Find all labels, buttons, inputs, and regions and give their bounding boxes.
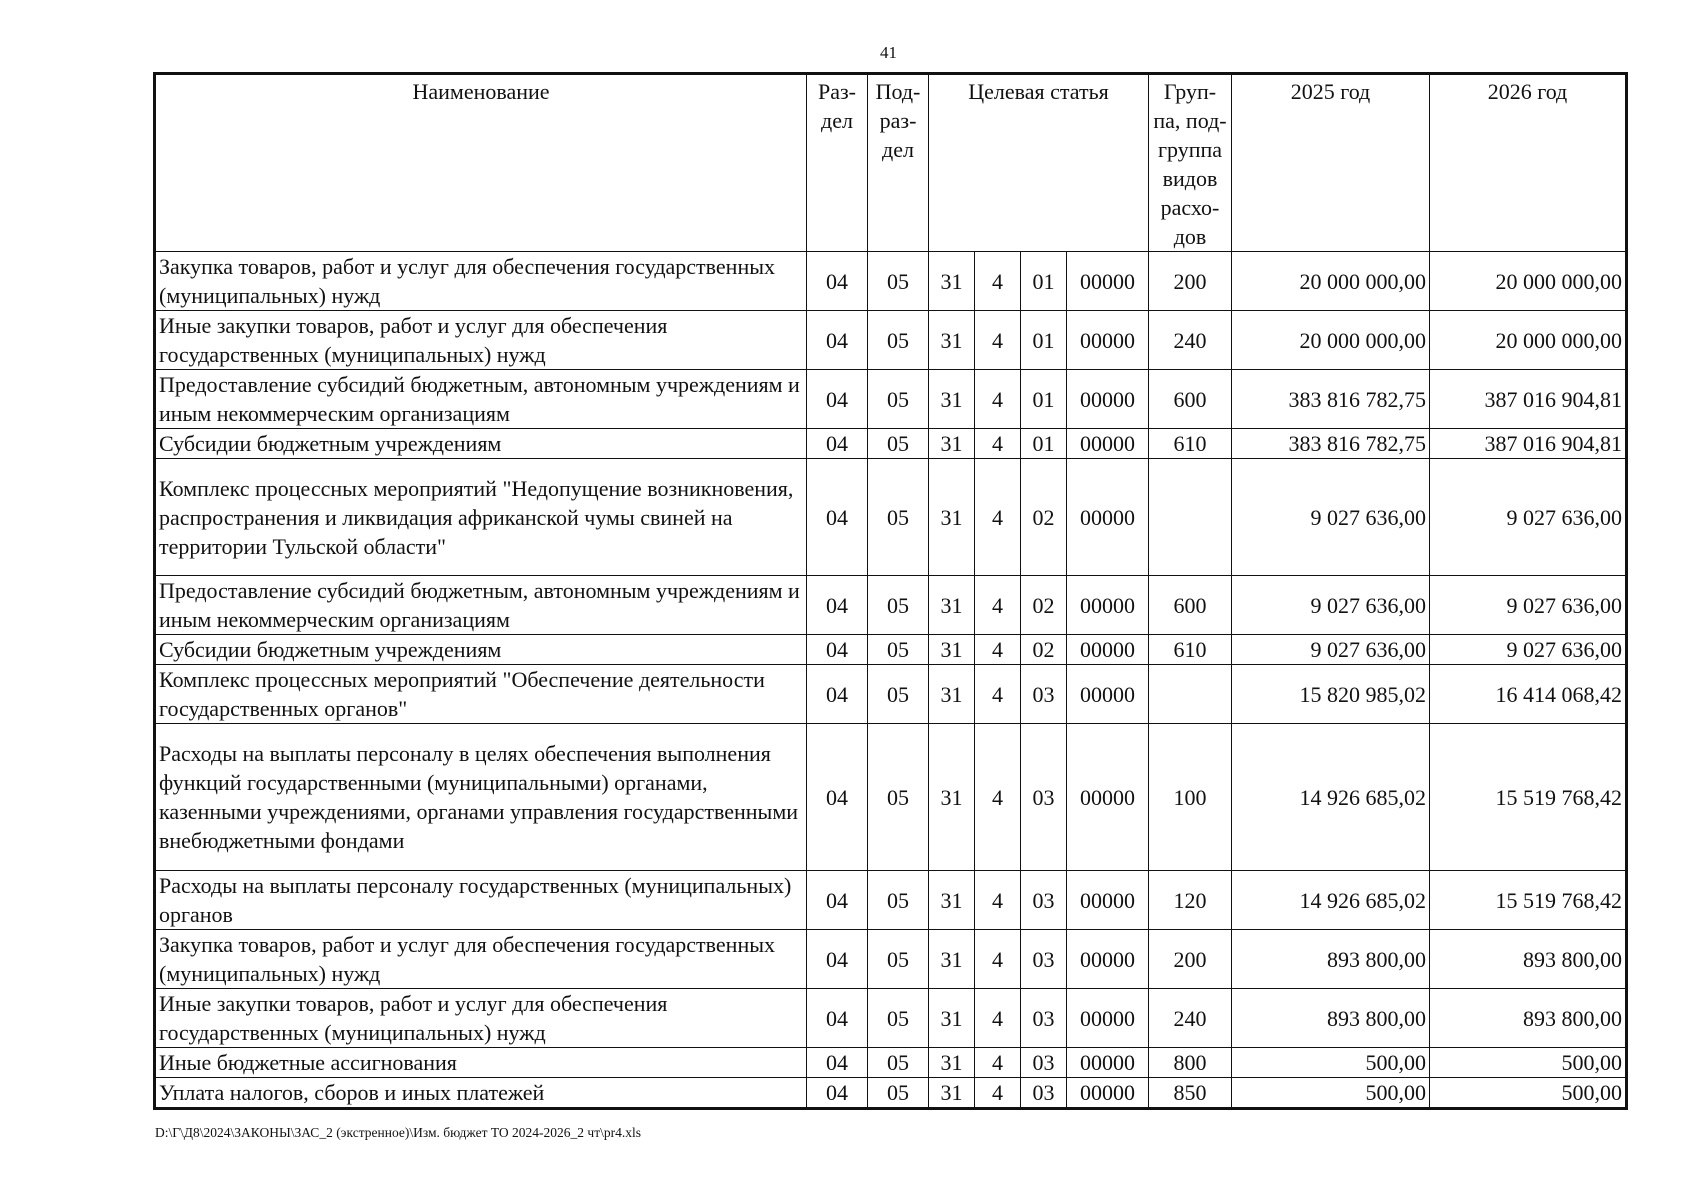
budget-table — [153, 72, 1628, 1110]
row-name: Субсидии бюджетным учреждениям — [155, 635, 807, 665]
row-subsection: 05 — [868, 724, 929, 871]
row-target-type: 4 — [975, 871, 1021, 930]
row-target-program: 31 — [929, 665, 975, 724]
row-subsection: 05 — [868, 930, 929, 989]
table-row — [155, 370, 1627, 429]
row-target-direction: 00000 — [1067, 635, 1149, 665]
row-subsection: 05 — [868, 252, 929, 311]
row-target-type: 4 — [975, 989, 1021, 1048]
row-subsection: 05 — [868, 429, 929, 459]
row-expense-group: 120 — [1149, 871, 1232, 930]
row-target-direction: 00000 — [1067, 724, 1149, 871]
row-section: 04 — [807, 930, 868, 989]
row-section: 04 — [807, 429, 868, 459]
row-expense-group: 600 — [1149, 576, 1232, 635]
row-target-program: 31 — [929, 1078, 975, 1109]
row-amount-2025: 9 027 636,00 — [1232, 576, 1430, 635]
row-target-complex: 03 — [1021, 1078, 1067, 1109]
row-section: 04 — [807, 370, 868, 429]
row-expense-group: 600 — [1149, 370, 1232, 429]
row-target-direction: 00000 — [1067, 871, 1149, 930]
row-subsection: 05 — [868, 989, 929, 1048]
row-target-type: 4 — [975, 930, 1021, 989]
row-subsection: 05 — [868, 459, 929, 576]
row-section: 04 — [807, 989, 868, 1048]
row-target-direction: 00000 — [1067, 1078, 1149, 1109]
table-row — [155, 1078, 1627, 1109]
row-target-complex: 01 — [1021, 252, 1067, 311]
row-target-program: 31 — [929, 311, 975, 370]
row-name: Предоставление субсидий бюджетным, автономным учреждениям и иным некоммерческим организациям — [155, 370, 807, 429]
table-row — [155, 635, 1627, 665]
row-target-direction: 00000 — [1067, 370, 1149, 429]
table-body — [155, 252, 1627, 1109]
row-amount-2026: 9 027 636,00 — [1430, 459, 1627, 576]
row-amount-2026: 893 800,00 — [1430, 930, 1627, 989]
row-target-program: 31 — [929, 930, 975, 989]
row-amount-2025: 383 816 782,75 — [1232, 370, 1430, 429]
row-amount-2026: 893 800,00 — [1430, 989, 1627, 1048]
row-target-program: 31 — [929, 989, 975, 1048]
row-expense-group: 240 — [1149, 311, 1232, 370]
row-amount-2025: 14 926 685,02 — [1232, 724, 1430, 871]
row-section: 04 — [807, 871, 868, 930]
table-row — [155, 576, 1627, 635]
row-section: 04 — [807, 576, 868, 635]
row-amount-2025: 383 816 782,75 — [1232, 429, 1430, 459]
row-name: Расходы на выплаты персоналу в целях обеспечения выполнения функций государственными (муниципальными) органами, казенными учреждениями, органами управления государственными внебюджетными фондами — [155, 724, 807, 871]
row-amount-2026: 387 016 904,81 — [1430, 429, 1627, 459]
table-row — [155, 1048, 1627, 1078]
row-target-type: 4 — [975, 311, 1021, 370]
row-amount-2026: 9 027 636,00 — [1430, 576, 1627, 635]
row-target-type: 4 — [975, 459, 1021, 576]
row-target-type: 4 — [975, 576, 1021, 635]
row-target-program: 31 — [929, 724, 975, 871]
table-row — [155, 311, 1627, 370]
row-target-complex: 03 — [1021, 930, 1067, 989]
row-section: 04 — [807, 1048, 868, 1078]
row-expense-group: 610 — [1149, 635, 1232, 665]
row-target-program: 31 — [929, 871, 975, 930]
row-section: 04 — [807, 635, 868, 665]
row-name: Комплекс процессных мероприятий "Недопущение возникновения, распространения и ликвидация африканской чумы свиней на территории Тульской области" — [155, 459, 807, 576]
row-target-direction: 00000 — [1067, 1048, 1149, 1078]
row-target-direction: 00000 — [1067, 665, 1149, 724]
row-section: 04 — [807, 311, 868, 370]
row-target-type: 4 — [975, 370, 1021, 429]
table-row — [155, 252, 1627, 311]
row-target-program: 31 — [929, 370, 975, 429]
row-expense-group: 240 — [1149, 989, 1232, 1048]
header-year-2026: 2026 год — [1430, 74, 1627, 252]
table-row — [155, 989, 1627, 1048]
row-target-complex: 03 — [1021, 665, 1067, 724]
row-amount-2026: 500,00 — [1430, 1078, 1627, 1109]
row-amount-2026: 20 000 000,00 — [1430, 252, 1627, 311]
row-expense-group: 100 — [1149, 724, 1232, 871]
table-row — [155, 930, 1627, 989]
row-subsection: 05 — [868, 635, 929, 665]
row-subsection: 05 — [868, 1078, 929, 1109]
row-name: Субсидии бюджетным учреждениям — [155, 429, 807, 459]
row-target-type: 4 — [975, 724, 1021, 871]
row-expense-group: 800 — [1149, 1048, 1232, 1078]
row-target-direction: 00000 — [1067, 429, 1149, 459]
row-amount-2026: 15 519 768,42 — [1430, 871, 1627, 930]
row-amount-2025: 9 027 636,00 — [1232, 459, 1430, 576]
row-target-program: 31 — [929, 1048, 975, 1078]
header-year-2025: 2025 год — [1232, 74, 1430, 252]
header-target-article: Целевая статья — [929, 74, 1149, 252]
row-section: 04 — [807, 1078, 868, 1109]
row-amount-2026: 387 016 904,81 — [1430, 370, 1627, 429]
row-amount-2025: 500,00 — [1232, 1078, 1430, 1109]
row-target-complex: 02 — [1021, 635, 1067, 665]
row-expense-group: 610 — [1149, 429, 1232, 459]
row-section: 04 — [807, 724, 868, 871]
row-section: 04 — [807, 459, 868, 576]
row-target-complex: 01 — [1021, 370, 1067, 429]
row-target-complex: 02 — [1021, 459, 1067, 576]
row-target-program: 31 — [929, 252, 975, 311]
row-amount-2026: 16 414 068,42 — [1430, 665, 1627, 724]
row-name: Расходы на выплаты персоналу государственных (муниципальных) органов — [155, 871, 807, 930]
row-amount-2025: 893 800,00 — [1232, 930, 1430, 989]
row-amount-2025: 893 800,00 — [1232, 989, 1430, 1048]
row-target-direction: 00000 — [1067, 989, 1149, 1048]
row-section: 04 — [807, 252, 868, 311]
row-target-program: 31 — [929, 429, 975, 459]
row-amount-2026: 15 519 768,42 — [1430, 724, 1627, 871]
row-name: Предоставление субсидий бюджетным, автономным учреждениям и иным некоммерческим организациям — [155, 576, 807, 635]
row-name: Уплата налогов, сборов и иных платежей — [155, 1078, 807, 1109]
header-section: Раз- дел — [807, 74, 868, 252]
header-name: Наименование — [155, 74, 807, 252]
row-subsection: 05 — [868, 871, 929, 930]
row-target-direction: 00000 — [1067, 576, 1149, 635]
table-row — [155, 724, 1627, 871]
row-name: Иные закупки товаров, работ и услуг для обеспечения государственных (муниципальных) нужд — [155, 989, 807, 1048]
row-target-type: 4 — [975, 665, 1021, 724]
row-amount-2026: 9 027 636,00 — [1430, 635, 1627, 665]
row-amount-2025: 15 820 985,02 — [1232, 665, 1430, 724]
row-subsection: 05 — [868, 370, 929, 429]
row-amount-2026: 500,00 — [1430, 1048, 1627, 1078]
row-target-complex: 03 — [1021, 989, 1067, 1048]
row-section: 04 — [807, 665, 868, 724]
row-target-direction: 00000 — [1067, 311, 1149, 370]
row-amount-2025: 20 000 000,00 — [1232, 311, 1430, 370]
header-row — [155, 74, 1627, 252]
row-target-complex: 03 — [1021, 724, 1067, 871]
page-number: 41 — [880, 43, 897, 62]
row-amount-2025: 500,00 — [1232, 1048, 1430, 1078]
row-target-direction: 00000 — [1067, 930, 1149, 989]
row-expense-group: 200 — [1149, 930, 1232, 989]
row-target-complex: 02 — [1021, 576, 1067, 635]
row-expense-group — [1149, 459, 1232, 576]
row-expense-group — [1149, 665, 1232, 724]
row-target-complex: 01 — [1021, 429, 1067, 459]
row-name: Иные бюджетные ассигнования — [155, 1048, 807, 1078]
row-amount-2025: 9 027 636,00 — [1232, 635, 1430, 665]
row-expense-group: 200 — [1149, 252, 1232, 311]
row-name: Комплекс процессных мероприятий "Обеспечение деятельности государственных органов" — [155, 665, 807, 724]
row-amount-2026: 20 000 000,00 — [1430, 311, 1627, 370]
row-target-type: 4 — [975, 429, 1021, 459]
table-row — [155, 665, 1627, 724]
row-target-complex: 03 — [1021, 1048, 1067, 1078]
row-target-complex: 03 — [1021, 871, 1067, 930]
row-target-type: 4 — [975, 635, 1021, 665]
row-target-type: 4 — [975, 1078, 1021, 1109]
row-amount-2025: 20 000 000,00 — [1232, 252, 1430, 311]
row-name: Иные закупки товаров, работ и услуг для обеспечения государственных (муниципальных) нужд — [155, 311, 807, 370]
row-subsection: 05 — [868, 576, 929, 635]
row-target-direction: 00000 — [1067, 459, 1149, 576]
row-target-complex: 01 — [1021, 311, 1067, 370]
table-row — [155, 871, 1627, 930]
file-path-footer: D:\Г\Д8\2024\ЗАКОНЫ\ЗАС_2 (экстренное)\Изм. бюджет ТО 2024-2026_2 чт\pr4.xls — [155, 1125, 641, 1140]
row-subsection: 05 — [868, 311, 929, 370]
row-target-program: 31 — [929, 459, 975, 576]
row-target-type: 4 — [975, 252, 1021, 311]
row-name: Закупка товаров, работ и услуг для обеспечения государственных (муниципальных) нужд — [155, 930, 807, 989]
row-name: Закупка товаров, работ и услуг для обеспечения государственных (муниципальных) нужд — [155, 252, 807, 311]
row-subsection: 05 — [868, 1048, 929, 1078]
table-row — [155, 429, 1627, 459]
row-subsection: 05 — [868, 665, 929, 724]
row-target-program: 31 — [929, 576, 975, 635]
table-row — [155, 459, 1627, 576]
row-amount-2025: 14 926 685,02 — [1232, 871, 1430, 930]
row-target-program: 31 — [929, 635, 975, 665]
row-target-direction: 00000 — [1067, 252, 1149, 311]
row-expense-group: 850 — [1149, 1078, 1232, 1109]
row-target-type: 4 — [975, 1048, 1021, 1078]
header-subsection: Под- раз- дел — [868, 74, 929, 252]
header-expense-group: Груп- па, под- группа видов расхо- дов — [1149, 74, 1232, 252]
